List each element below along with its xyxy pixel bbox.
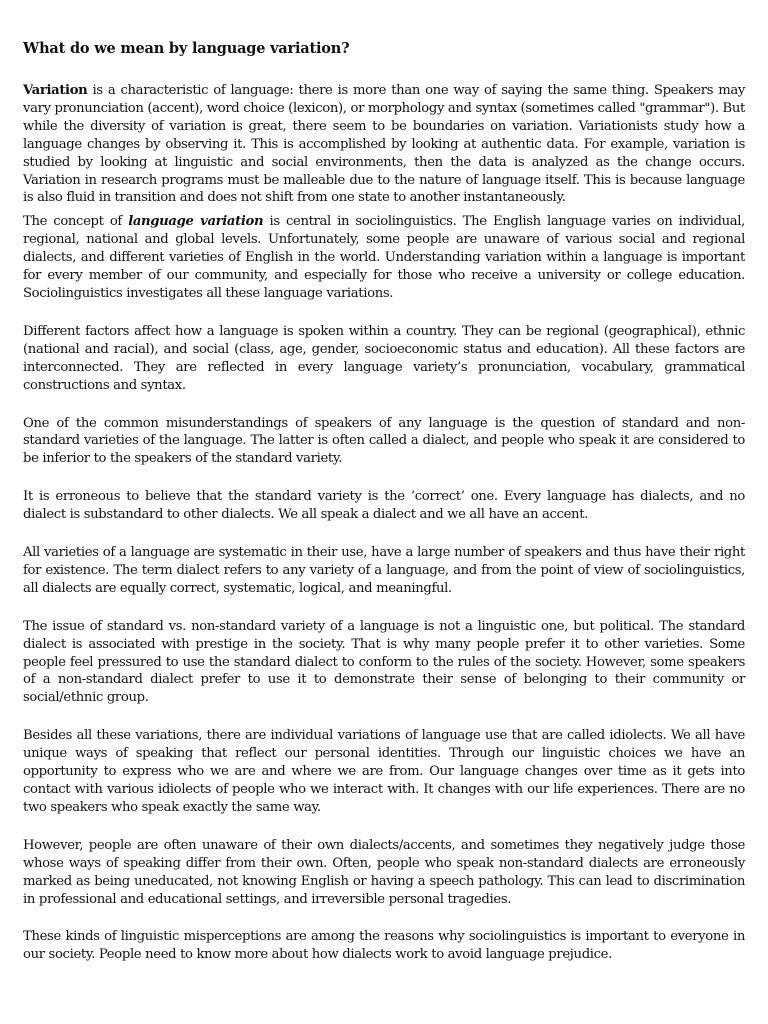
paragraph-text-after: is central in sociolinguistics. The English language varies on individual, regional, national and global levels. Unfortunately, some people are unaware of various social and regional dialects, and different varieties of English in the world. Understanding variation within a language is important for every member of our community, and especially for those who receive a university or college education. Sociolinguistics investigates all these language variations.	[23, 214, 745, 301]
paragraph-misunderstandings: One of the common misunderstandings of speakers of any language is the question of standard and non-standard varieties of the language. The latter is often called a dialect, and people who speak it are considered to be inferior to the speakers of the standard variety.	[23, 415, 745, 467]
term-variation: Variation	[23, 83, 88, 98]
paragraph-correct-variety: It is erroneous to believe that the standard variety is the ‘correct’ one. Every language has dialects, and no dialect is substandard to other dialects. We all speak a dialect and we all have an accent.	[23, 489, 745, 523]
paragraph-factors: Different factors affect how a language is spoken within a country. They can be regional (geographical), ethnic (national and racial), and social (class, age, gender, socioeconomic status and education). All these factors are interconnected. They are reflected in every language variety’s pronunciation, vocabulary, grammatical constructions and syntax.	[23, 323, 745, 393]
paragraph-misperceptions: These kinds of linguistic misperceptions are among the reasons why sociolinguistics is important to everyone in our society. People need to know more about how dialects work to avoid language prejudice.	[23, 929, 745, 963]
paragraph-systematic: All varieties of a language are systematic in their use, have a large number of speakers and thus have their right for existence. The term dialect refers to any variety of a language, and from the point of view of sociolinguistics, all dialects are equally correct, systematic, logical, and meaningful.	[23, 545, 745, 596]
paragraph-unaware: However, people are often unaware of their own dialects/accents, and sometimes they negatively judge those whose ways of speaking differ from their own. Often, people who speak non-standard dialects are erroneously marked as being uneducated, not knowing English or having a speech pathology. This can lead to discrimination in professional and educational settings, and irreversible personal tragedies.	[23, 837, 745, 907]
paragraph-language-variation	[23, 213, 745, 303]
paragraph-text: is a characteristic of language: there is more than one way of saying the same thing. Speakers may vary pronunciation (accent), word choice (lexicon), or morphology and syntax (sometimes called "grammar"). But while the diversity of variation is great, there seem to be boundaries on variation. Variationists study how a language changes by observing it. This is accomplished by looking at authentic data. For example, variation is studied by looking at linguistic and social environments, then the data is analyzed as the change occurs. Variation in research programs must be malleable due to the nature of language itself. This is because language is also fluid in transition and does not shift from one state to another instantaneously.	[23, 83, 745, 206]
document-page	[23, 40, 745, 964]
page-title: What do we mean by language variation?	[23, 40, 350, 57]
paragraph-idiolects: Besides all these variations, there are individual variations of language use that are called idiolects. We all have unique ways of speaking that reflect our personal identities. Through our linguistic choices we have an opportunity to express who we are and where we are from. Our language changes over time as it gets into contact with various idiolects of people who we interact with. It changes with our life experiences. There are no two speakers who speak exactly the same way.	[23, 728, 745, 815]
paragraph-text-before: The concept of	[23, 214, 129, 230]
paragraph-variation	[23, 82, 745, 207]
paragraph-political: The issue of standard vs. non-standard variety of a language is not a linguistic one, but political. The standard dialect is associated with prestige in the society. That is why many people prefer it to other varieties. Some people feel pressured to use the standard dialect to conform to the rules of the society. However, some speakers of a non-standard dialect prefer to use it to demonstrate their sense of belonging to their community or social/ethnic group.	[23, 618, 745, 706]
term-language-variation: language variation	[128, 214, 264, 230]
